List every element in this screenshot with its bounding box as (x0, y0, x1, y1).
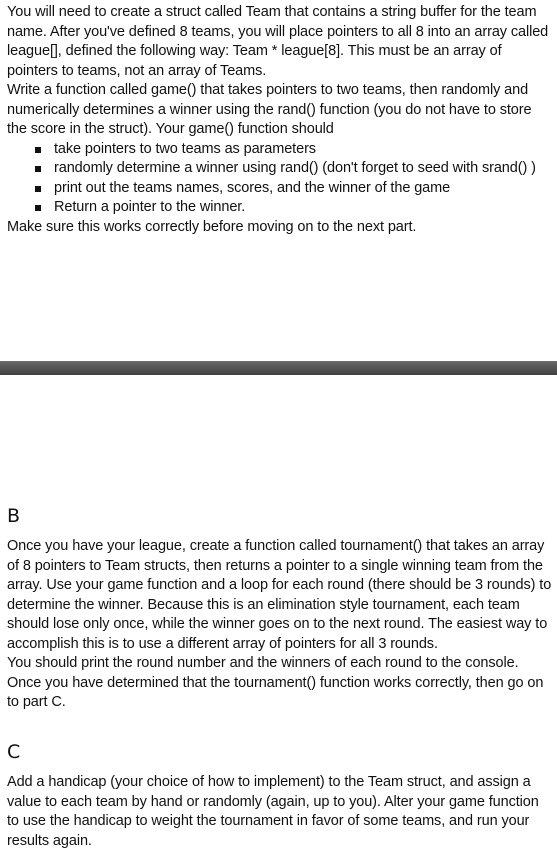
list-item-text: randomly determine a winner using rand() (don't forget to seed with srand() ) (54, 160, 536, 176)
requirements-list (7, 140, 552, 218)
tournament-paragraph: Once you have your league, create a function called tournament() that takes an array of 8 pointers to Team structs, then returns a pointer to a single winning team from the array. Use your game function and a loop for each round (there should be 3 rounds) to determine the winner. Because this is an elimination style tournament, each team should lose only once, while the winner goes on to the next round. The easiest way to accomplish this is to use a different array of pointers for all 3 rounds. (7, 538, 552, 652)
section-divider (0, 361, 557, 375)
list-item-text: Return a pointer to the winner. (54, 199, 246, 215)
list-item-text: take pointers to two teams as parameters (54, 140, 316, 157)
list-item (7, 140, 552, 160)
intro-paragraph: You will need to create a struct called Team that contains a string buffer for the team name. After you've defined 8 teams, you will place pointers to all 8 into an array called league[], defined the following way: Team * league[8]. This must be an array of pointers to teams, not an array of Teams. (7, 4, 549, 79)
part-b-heading: B (7, 505, 21, 527)
bullet-square-icon (35, 147, 41, 153)
bullet-square-icon (35, 166, 41, 172)
list-item-text: print out the teams names, scores, and the winner of the game (54, 179, 451, 196)
handicap-paragraph: Add a handicap (your choice of how to implement) to the Team struct, and assign a value to each team by hand or randomly (again, up to you). Alter your game function to use the handicap to weight the tournament in favor of some teams, and run your results again. (7, 774, 539, 849)
console-output-paragraph: You should print the round number and the winners of each round to the console. Once you have determined that the tournament() function works correctly, then go on to part C. (7, 655, 544, 710)
list-item (7, 179, 552, 199)
bullet-square-icon (35, 205, 41, 211)
closing-note: Make sure this works correctly before moving on to the next part. (7, 218, 417, 235)
bullet-square-icon (35, 186, 41, 192)
game-function-paragraph: Write a function called game() that takes pointers to two teams, then randomly and numerically determines a winner using the rand() function (you do not have to store the score in the struct). Your game() function should (7, 82, 532, 137)
part-c-heading: C (7, 741, 21, 763)
part-b-section (7, 504, 552, 713)
part-a-section (7, 3, 552, 237)
part-c-section (7, 740, 552, 851)
list-item (7, 198, 552, 218)
list-item (7, 159, 552, 179)
